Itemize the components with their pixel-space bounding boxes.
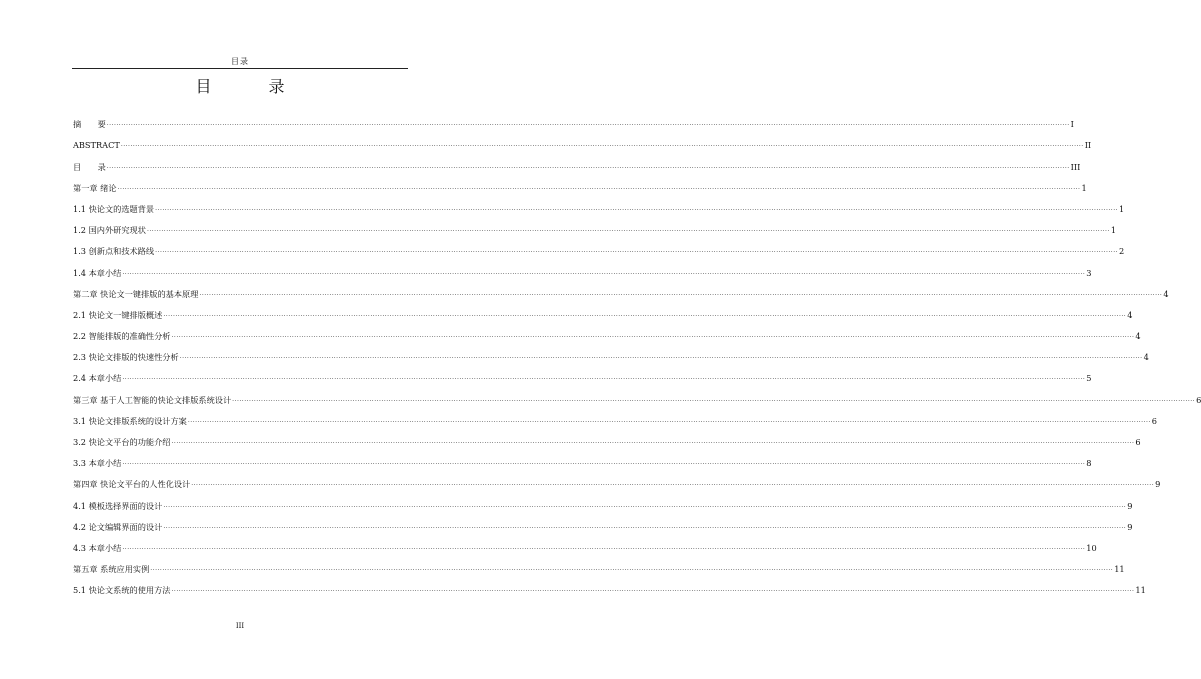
toc-leader-dots: ................................................................................................................................................................................................................................................................................................................................................................................................................ bbox=[171, 586, 1135, 594]
toc-entry[interactable] bbox=[73, 426, 1141, 447]
toc-leader-dots: ................................................................................................................................................................................................................................................................................................................................................................................................................ bbox=[150, 565, 1114, 573]
toc-leader-dots: ................................................................................................................................................................................................................................................................................................................................................................................................................ bbox=[122, 268, 1086, 276]
footer-page-number: III bbox=[235, 622, 245, 630]
toc-entry-page: 1 bbox=[1081, 182, 1087, 193]
toc-entry-label: 1.2 国内外研究现状 bbox=[73, 225, 146, 236]
toc-leader-dots: ................................................................................................................................................................................................................................................................................................................................................................................................................ bbox=[120, 141, 1084, 149]
toc-entry-label: 第四章 快论文平台的人性化设计 bbox=[73, 479, 191, 490]
toc-entry-page: 1 bbox=[1119, 203, 1125, 214]
toc-entry-page: 9 bbox=[1127, 500, 1133, 511]
toc-entry[interactable] bbox=[73, 320, 1141, 342]
running-header: 目录 bbox=[231, 57, 249, 66]
toc-leader-dots: ................................................................................................................................................................................................................................................................................................................................................................................................................ bbox=[117, 183, 1081, 191]
toc-entry-page: 10 bbox=[1086, 542, 1097, 553]
toc-leader-dots: ................................................................................................................................................................................................................................................................................................................................................................................................................ bbox=[155, 204, 1119, 212]
toc-entry[interactable] bbox=[73, 299, 1133, 320]
toc-leader-dots: ................................................................................................................................................................................................................................................................................................................................................................................................................ bbox=[191, 480, 1155, 488]
toc-entry[interactable] bbox=[73, 214, 1117, 236]
toc-entry-label: 5.1 快论文系统的使用方法 bbox=[73, 585, 171, 596]
toc-leader-dots: ................................................................................................................................................................................................................................................................................................................................................................................................................ bbox=[171, 332, 1135, 340]
toc-entry-label: 第三章 基于人工智能的快论文排版系统设计 bbox=[73, 394, 232, 405]
toc-entry-page: 9 bbox=[1127, 521, 1133, 532]
toc-entry-label: 第一章 绪论 bbox=[73, 182, 117, 193]
toc-entry[interactable] bbox=[73, 489, 1133, 511]
toc-entry[interactable] bbox=[73, 129, 1092, 151]
toc-entry-page: 1 bbox=[1110, 225, 1117, 236]
toc-entry-page: 4 bbox=[1143, 352, 1149, 363]
toc-entry[interactable] bbox=[73, 447, 1092, 469]
toc-leader-dots: ................................................................................................................................................................................................................................................................................................................................................................................................................ bbox=[187, 416, 1151, 424]
toc-leader-dots: ................................................................................................................................................................................................................................................................................................................................................................................................................ bbox=[106, 120, 1070, 128]
toc-entry[interactable] bbox=[73, 341, 1149, 363]
toc-leader-dots: ................................................................................................................................................................................................................................................................................................................................................................................................................ bbox=[106, 162, 1070, 170]
toc-entry-label: 4.3 本章小结 bbox=[73, 542, 122, 553]
toc-leader-dots: ................................................................................................................................................................................................................................................................................................................................................................................................................ bbox=[171, 438, 1135, 445]
header-rule bbox=[72, 68, 408, 69]
toc-entry-page: 4 bbox=[1127, 309, 1133, 320]
toc-entry[interactable] bbox=[73, 532, 1097, 553]
toc-entry-label: 2.1 快论文一键排版概述 bbox=[73, 309, 163, 320]
toc-entry[interactable] bbox=[73, 150, 1081, 172]
toc-entry-label: 第二章 快论文一键排版的基本原理 bbox=[73, 288, 199, 299]
toc-entry[interactable] bbox=[73, 193, 1125, 214]
toc-entry[interactable] bbox=[73, 511, 1133, 532]
toc-entry-label: 3.3 本章小结 bbox=[73, 458, 122, 469]
toc-entry-label: 2.2 智能排版的准确性分析 bbox=[73, 331, 171, 342]
toc-entry[interactable] bbox=[73, 256, 1092, 278]
toc-leader-dots: ................................................................................................................................................................................................................................................................................................................................................................................................................ bbox=[155, 247, 1119, 255]
toc-entry-page: 11 bbox=[1135, 585, 1146, 596]
toc-leader-dots: ................................................................................................................................................................................................................................................................................................................................................................................................................ bbox=[199, 289, 1163, 297]
toc-entry-label: 4.2 论文编辑界面的设计 bbox=[73, 521, 163, 532]
toc-leader-dots: ................................................................................................................................................................................................................................................................................................................................................................................................................ bbox=[163, 501, 1127, 509]
toc-entry-page: 5 bbox=[1086, 373, 1092, 384]
toc-entry-label: 1.3 创新点和技术路线 bbox=[73, 246, 155, 257]
toc-entry-label: 3.1 快论文排版系统的设计方案 bbox=[73, 415, 187, 426]
toc-leader-dots: ................................................................................................................................................................................................................................................................................................................................................................................................................ bbox=[122, 459, 1086, 467]
toc-entry-page: 6 bbox=[1151, 415, 1157, 426]
toc-entry-label: 第五章 系统应用实例 bbox=[73, 564, 150, 575]
toc-entry-page: 6 bbox=[1196, 394, 1201, 405]
toc-leader-dots: ................................................................................................................................................................................................................................................................................................................................................................................................................ bbox=[163, 310, 1127, 318]
toc-entry-label: 目 录 bbox=[73, 161, 106, 172]
toc-leader-dots: ................................................................................................................................................................................................................................................................................................................................................................................................................ bbox=[146, 226, 1110, 234]
toc-entry-page: 11 bbox=[1114, 564, 1125, 575]
toc-entry[interactable] bbox=[73, 574, 1146, 596]
toc-entry[interactable] bbox=[73, 405, 1157, 426]
toc-entry[interactable] bbox=[73, 362, 1092, 384]
toc-entry-label: 2.4 本章小结 bbox=[73, 373, 122, 384]
toc-entry[interactable] bbox=[73, 108, 1074, 130]
toc-entry-page: 3 bbox=[1086, 267, 1092, 278]
toc-entry-page: 4 bbox=[1163, 288, 1169, 299]
toc-entry-label: 1.4 本章小结 bbox=[73, 267, 122, 278]
toc-entry-page: II bbox=[1084, 140, 1092, 151]
toc-entry-label: 4.1 模板选择界面的设计 bbox=[73, 500, 163, 511]
toc-entry[interactable] bbox=[73, 235, 1125, 257]
toc-entry-page: III bbox=[1070, 161, 1081, 172]
toc-entry-page: 8 bbox=[1086, 458, 1092, 469]
toc-leader-dots: ................................................................................................................................................................................................................................................................................................................................................................................................................ bbox=[179, 353, 1143, 361]
toc-entry-label: 1.1 快论文的选题背景 bbox=[73, 203, 155, 214]
toc-entry[interactable] bbox=[73, 468, 1161, 490]
toc-entry-page: 2 bbox=[1119, 246, 1125, 257]
toc-entry-label: 3.2 快论文平台的功能介绍 bbox=[73, 437, 171, 447]
toc-entry-label: ABSTRACT bbox=[73, 140, 120, 151]
toc-entry-page: 6 bbox=[1135, 437, 1141, 447]
toc-entry-page: 9 bbox=[1155, 479, 1161, 490]
toc-entry[interactable] bbox=[73, 278, 1169, 299]
table-of-contents bbox=[73, 108, 1201, 596]
toc-entry-label: 2.3 快论文排版的快速性分析 bbox=[73, 352, 179, 363]
toc-title: 目 录 bbox=[195, 77, 311, 96]
toc-entry-label: 摘 要 bbox=[73, 119, 106, 130]
toc-entry[interactable] bbox=[73, 172, 1087, 193]
toc-entry-page: I bbox=[1070, 119, 1074, 130]
toc-entry[interactable] bbox=[73, 553, 1125, 575]
toc-entry-page: 4 bbox=[1135, 331, 1141, 342]
toc-leader-dots: ................................................................................................................................................................................................................................................................................................................................................................................................................ bbox=[232, 395, 1196, 403]
toc-leader-dots: ................................................................................................................................................................................................................................................................................................................................................................................................................ bbox=[163, 522, 1127, 530]
toc-entry[interactable] bbox=[73, 383, 1201, 405]
toc-leader-dots: ................................................................................................................................................................................................................................................................................................................................................................................................................ bbox=[122, 374, 1086, 382]
toc-leader-dots: ................................................................................................................................................................................................................................................................................................................................................................................................................ bbox=[122, 543, 1086, 551]
